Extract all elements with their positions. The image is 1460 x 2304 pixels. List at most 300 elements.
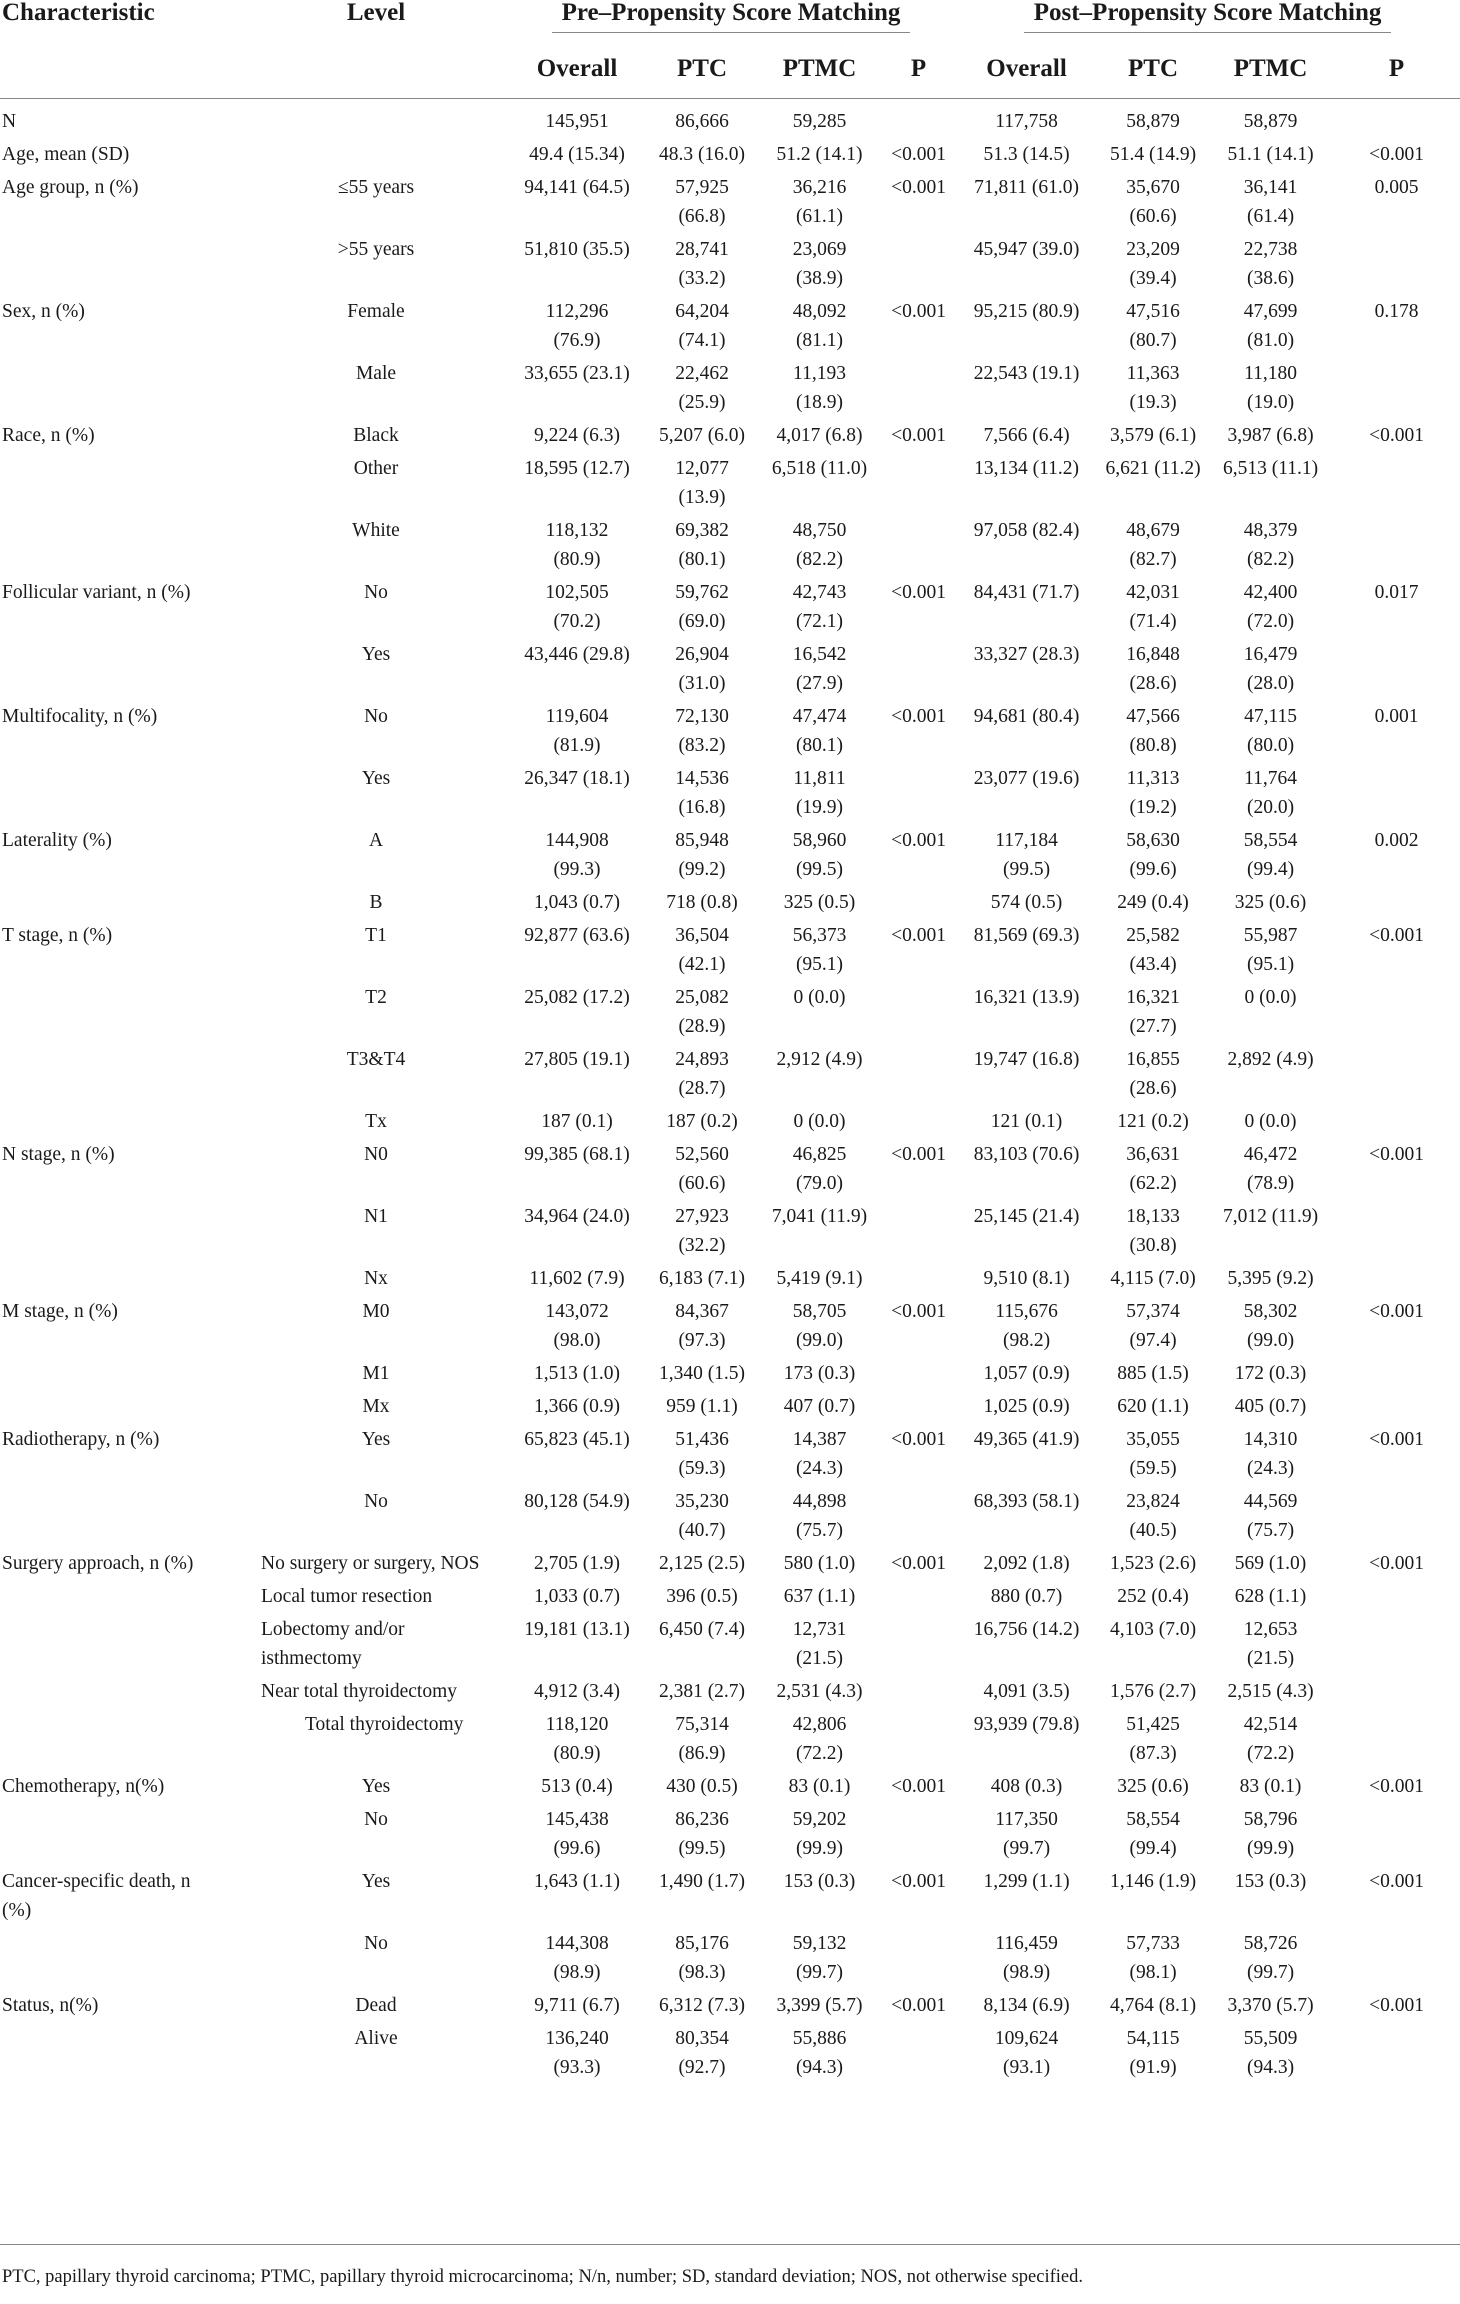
cell-post-ptc: 11,363 (19.3)	[1126, 363, 1180, 413]
row-characteristic	[0, 1801, 245, 1863]
cell-pre-overall: 27,805 (19.1)	[524, 1049, 630, 1070]
cell-post-overall: 109,624 (93.1)	[994, 2028, 1059, 2078]
table-row	[0, 1355, 1460, 1388]
table-row	[0, 99, 1460, 137]
cell-post-p	[1333, 355, 1460, 417]
cell-pre-ptmc: 2,912 (4.9)	[776, 1049, 863, 1070]
cell-post-p	[1333, 1925, 1460, 1987]
row-characteristic: Race, n (%)	[2, 425, 95, 446]
cell-pre-ptc: 51,436 (59.3)	[675, 1429, 729, 1479]
row-characteristic: Age group, n (%)	[2, 177, 139, 198]
cell-post-ptmc: 55,987 (95.1)	[1243, 925, 1298, 975]
cell-post-ptc: 1,146 (1.9)	[1109, 1871, 1197, 1892]
cell-pre-ptmc: 3,399 (5.7)	[776, 1995, 863, 2016]
cell-post-ptmc: 55,509 (94.3)	[1243, 2028, 1298, 2078]
cell-post-ptmc: 6,513 (11.1)	[1222, 458, 1319, 479]
table-row	[0, 1801, 1460, 1863]
cell-post-ptmc: 5,395 (9.2)	[1227, 1268, 1314, 1289]
row-characteristic	[0, 1388, 245, 1421]
row-level: M0	[362, 1301, 390, 1322]
row-characteristic	[0, 1483, 245, 1545]
cell-post-overall: 45,947 (39.0)	[973, 239, 1080, 260]
row-characteristic: Laterality (%)	[2, 830, 112, 851]
table-row	[0, 1198, 1460, 1260]
cell-pre-ptmc: 59,202 (99.9)	[792, 1809, 847, 1859]
cell-pre-ptc: 85,948 (99.2)	[675, 830, 729, 880]
row-characteristic	[0, 231, 245, 293]
cell-pre-ptmc: 42,743 (72.1)	[792, 582, 847, 632]
cell-pre-overall: 2,705 (1.9)	[533, 1553, 621, 1574]
row-level: Yes	[361, 1871, 391, 1892]
cell-pre-ptc: 75,314 (86.9)	[675, 1714, 729, 1764]
cell-pre-ptmc: 16,542 (27.9)	[792, 644, 847, 694]
cell-pre-p	[882, 99, 955, 137]
header-pre-ptc: PTC	[647, 40, 757, 99]
cell-pre-ptmc: 153 (0.3)	[783, 1871, 856, 1892]
cell-pre-overall: 119,604 (81.9)	[545, 706, 609, 756]
cell-post-p	[1333, 1801, 1460, 1863]
row-level: N0	[364, 1144, 388, 1165]
cell-post-p: 0.178	[1374, 301, 1419, 322]
cell-post-ptc: 6,621 (11.2)	[1105, 458, 1201, 479]
cell-pre-ptc: 396 (0.5)	[666, 1586, 738, 1607]
cell-post-ptmc: 48,379 (82.2)	[1243, 520, 1298, 570]
cell-post-p: <0.001	[1369, 1429, 1424, 1450]
header-level: Level	[346, 0, 406, 26]
row-level: Dead	[355, 1995, 397, 2016]
cell-pre-ptmc: 173 (0.3)	[783, 1363, 856, 1384]
cell-pre-ptmc: 2,531 (4.3)	[776, 1681, 863, 1702]
table-row	[0, 417, 1460, 450]
header-pre-ptmc: PTMC	[757, 40, 882, 99]
cell-pre-ptc: 86,236 (99.5)	[675, 1809, 729, 1859]
table-row	[0, 1136, 1460, 1198]
cell-pre-ptmc: 6,518 (11.0)	[771, 458, 868, 479]
table-row	[0, 917, 1460, 979]
header-pre-psm	[507, 0, 955, 40]
table-row	[0, 979, 1460, 1041]
cell-post-ptmc: 3,987 (6.8)	[1227, 425, 1314, 446]
cell-pre-p: <0.001	[891, 1144, 946, 1165]
cell-pre-overall: 1,366 (0.9)	[533, 1396, 621, 1417]
cell-pre-overall: 80,128 (54.9)	[524, 1491, 630, 1512]
cell-pre-ptmc: 56,373 (95.1)	[792, 925, 847, 975]
cell-pre-p: <0.001	[891, 425, 946, 446]
cell-pre-p: <0.001	[891, 830, 946, 851]
row-characteristic: Follicular variant, n (%)	[2, 582, 191, 603]
cell-pre-overall: 4,912 (3.4)	[533, 1681, 621, 1702]
cell-post-ptc: 11,313 (19.2)	[1126, 768, 1180, 818]
row-level: Yes	[361, 1776, 391, 1797]
cell-pre-p	[882, 2020, 955, 2088]
cell-pre-ptc: 6,312 (7.3)	[658, 1995, 746, 2016]
cell-post-ptc: 620 (1.1)	[1117, 1396, 1189, 1417]
row-level: >55 years	[337, 239, 415, 260]
cell-pre-ptc: 5,207 (6.0)	[658, 425, 746, 446]
cell-pre-overall: 1,033 (0.7)	[533, 1586, 621, 1607]
cell-pre-ptmc: 46,825 (79.0)	[792, 1144, 847, 1194]
cell-pre-ptmc: 23,069 (38.9)	[792, 239, 847, 289]
cell-pre-overall: 34,964 (24.0)	[524, 1206, 630, 1227]
table-row	[0, 1925, 1460, 1987]
cell-post-ptc: 4,115 (7.0)	[1110, 1268, 1196, 1289]
cell-pre-p	[882, 1801, 955, 1863]
cell-post-p	[1333, 1483, 1460, 1545]
row-level: Yes	[361, 1429, 391, 1450]
table-row	[0, 822, 1460, 884]
cell-pre-overall: 1,513 (1.0)	[533, 1363, 621, 1384]
cell-pre-ptmc: 55,886 (94.3)	[792, 2028, 847, 2078]
row-level: Black	[353, 425, 399, 446]
row-characteristic	[0, 1260, 245, 1293]
cell-pre-ptc: 64,204 (74.1)	[675, 301, 729, 351]
cell-post-ptc: 48,679 (82.7)	[1126, 520, 1180, 570]
cell-post-ptmc: 58,796 (99.9)	[1243, 1809, 1298, 1859]
cell-pre-p	[882, 1041, 955, 1103]
cell-pre-ptc: 2,125 (2.5)	[658, 1553, 746, 1574]
header-pre-overall: Overall	[507, 40, 647, 99]
cell-post-overall: 115,676 (98.2)	[995, 1301, 1058, 1351]
cell-pre-p	[882, 979, 955, 1041]
table-row	[0, 1483, 1460, 1545]
cell-post-ptmc: 0 (0.0)	[1244, 987, 1297, 1008]
cell-pre-overall: 145,438 (99.6)	[545, 1809, 609, 1859]
cell-post-p: <0.001	[1369, 1871, 1424, 1892]
cell-pre-p	[882, 231, 955, 293]
cell-pre-ptc: 69,382 (80.1)	[675, 520, 729, 570]
cell-pre-ptc: 28,741 (33.2)	[675, 239, 729, 289]
row-level: Female	[347, 301, 405, 322]
cell-post-ptmc: 47,699 (81.0)	[1243, 301, 1298, 351]
cell-pre-ptc: 1,340 (1.5)	[658, 1363, 746, 1384]
cell-pre-p: <0.001	[891, 582, 946, 603]
cell-post-ptmc: 0 (0.0)	[1244, 1111, 1297, 1132]
cell-pre-ptc: 1,490 (1.7)	[658, 1871, 746, 1892]
cell-post-p: 0.001	[1374, 706, 1419, 727]
cell-pre-overall: 144,908 (99.3)	[545, 830, 609, 880]
cell-post-p: <0.001	[1369, 425, 1424, 446]
cell-post-ptmc: 83 (0.1)	[1239, 1776, 1302, 1797]
row-level: No	[364, 582, 388, 603]
cell-post-p: <0.001	[1369, 1301, 1424, 1322]
cell-pre-ptc: 35,230 (40.7)	[675, 1491, 729, 1541]
cell-post-ptmc: 42,514 (72.2)	[1243, 1714, 1298, 1764]
cell-pre-overall: 102,505 (70.2)	[545, 582, 609, 632]
cell-post-ptc: 16,855 (28.6)	[1126, 1049, 1180, 1099]
cell-post-ptmc: 58,726 (99.7)	[1243, 1933, 1298, 1983]
cell-pre-ptc: 85,176 (98.3)	[675, 1933, 729, 1983]
cell-pre-ptmc: 36,216 (61.1)	[792, 177, 847, 227]
cell-post-overall: 94,681 (80.4)	[973, 706, 1080, 727]
cell-post-ptc: 54,115 (91.9)	[1126, 2028, 1180, 2078]
cell-pre-overall: 65,823 (45.1)	[524, 1429, 630, 1450]
cell-pre-ptmc: 48,750 (82.2)	[792, 520, 847, 570]
row-characteristic	[0, 636, 245, 698]
cell-post-p	[1333, 450, 1460, 512]
row-characteristic: Status, n(%)	[2, 1995, 99, 2016]
row-level: Other	[353, 458, 399, 479]
cell-post-overall: 574 (0.5)	[990, 892, 1063, 913]
table-row	[0, 293, 1460, 355]
cell-pre-ptc: 14,536 (16.8)	[675, 768, 729, 818]
cell-post-overall: 117,758	[995, 111, 1058, 132]
table-row	[0, 1103, 1460, 1136]
table-row	[0, 1388, 1460, 1421]
cell-post-p	[1333, 2020, 1460, 2088]
cell-pre-ptmc: 83 (0.1)	[788, 1776, 851, 1797]
cell-pre-overall: 49.4 (15.34)	[529, 144, 625, 165]
cell-post-ptc: 16,848 (28.6)	[1126, 644, 1180, 694]
table-row	[0, 574, 1460, 636]
row-characteristic	[0, 979, 245, 1041]
header-blank	[0, 40, 245, 99]
row-level: No	[364, 1933, 388, 1954]
cell-pre-ptc: 12,077 (13.9)	[675, 458, 729, 508]
row-level: B	[369, 892, 383, 913]
cell-pre-ptc: 26,904 (31.0)	[675, 644, 729, 694]
header-post-p: P	[1333, 40, 1460, 99]
cell-pre-p: <0.001	[891, 1429, 946, 1450]
row-characteristic	[0, 1041, 245, 1103]
header-post-ptc: PTC	[1098, 40, 1208, 99]
cell-pre-overall: 187 (0.1)	[541, 1111, 613, 1132]
cell-post-p	[1333, 1260, 1460, 1293]
cell-post-overall: 7,566 (6.4)	[983, 425, 1070, 446]
cell-pre-p	[882, 355, 955, 417]
cell-pre-overall: 26,347 (18.1)	[524, 768, 630, 789]
cell-post-overall: 84,431 (71.7)	[973, 582, 1080, 603]
table-row	[0, 136, 1460, 169]
cell-post-ptmc: 628 (1.1)	[1234, 1586, 1307, 1607]
cell-pre-ptc: 72,130 (83.2)	[675, 706, 729, 756]
row-level: Total thyroidectomy	[305, 1714, 464, 1735]
cell-post-ptmc: 2,892 (4.9)	[1227, 1049, 1314, 1070]
row-characteristic: N	[2, 111, 17, 132]
table-row	[0, 1706, 1460, 1768]
cell-pre-ptc: 25,082 (28.9)	[675, 987, 729, 1037]
cell-pre-ptmc: 58,960 (99.5)	[792, 830, 847, 880]
cell-pre-ptmc: 14,387 (24.3)	[792, 1429, 847, 1479]
cell-post-ptc: 249 (0.4)	[1117, 892, 1189, 913]
cell-pre-ptc: 80,354 (92.7)	[675, 2028, 729, 2078]
cell-post-ptmc: 7,012 (11.9)	[1222, 1206, 1319, 1227]
row-level: N1	[364, 1206, 388, 1227]
header-post-psm-label: Post–Propensity Score Matching	[1024, 0, 1392, 33]
cell-pre-p: <0.001	[891, 1776, 946, 1797]
table-row	[0, 1863, 1460, 1925]
cell-pre-p	[882, 1103, 955, 1136]
table-row	[0, 2020, 1460, 2088]
row-characteristic	[0, 1355, 245, 1388]
cell-post-p: <0.001	[1369, 1144, 1424, 1165]
row-characteristic	[0, 1198, 245, 1260]
row-characteristic: N stage, n (%)	[2, 1144, 115, 1165]
cell-pre-ptmc: 325 (0.5)	[783, 892, 856, 913]
row-level: T2	[365, 987, 387, 1008]
cell-post-p: <0.001	[1369, 1553, 1424, 1574]
cell-post-p	[1333, 512, 1460, 574]
row-level: No	[364, 706, 388, 727]
cell-pre-ptmc: 59,285	[792, 111, 847, 132]
cell-pre-p: <0.001	[891, 1995, 946, 2016]
header-pre-p: P	[882, 40, 955, 99]
cell-post-ptc: 36,631 (62.2)	[1126, 1144, 1180, 1194]
table-row	[0, 1578, 1460, 1611]
cell-pre-ptmc: 48,092 (81.1)	[792, 301, 847, 351]
cell-pre-p	[882, 1925, 955, 1987]
cell-post-overall: 117,350 (99.7)	[995, 1809, 1058, 1859]
cell-pre-ptmc: 637 (1.1)	[783, 1586, 856, 1607]
cell-pre-overall: 112,296 (76.9)	[545, 301, 609, 351]
row-level: Nx	[364, 1268, 388, 1289]
row-level: Male	[355, 363, 397, 384]
cell-post-ptc: 58,630 (99.6)	[1126, 830, 1180, 880]
table-row	[0, 1768, 1460, 1801]
cell-pre-ptc: 24,893 (28.7)	[675, 1049, 729, 1099]
row-level: A	[368, 830, 384, 851]
cell-pre-overall: 25,082 (17.2)	[524, 987, 630, 1008]
cell-pre-ptmc: 4,017 (6.8)	[776, 425, 863, 446]
cell-post-ptmc: 58,554 (99.4)	[1243, 830, 1298, 880]
cell-pre-ptc: 48.3 (16.0)	[658, 144, 746, 165]
cell-pre-ptmc: 580 (1.0)	[783, 1553, 856, 1574]
cell-pre-p	[882, 884, 955, 917]
cell-pre-ptmc: 11,811 (19.9)	[793, 768, 846, 818]
row-level: ≤55 years	[337, 177, 415, 198]
row-characteristic	[0, 512, 245, 574]
cell-post-ptmc: 11,180 (19.0)	[1244, 363, 1297, 413]
table-row	[0, 760, 1460, 822]
table-row	[0, 169, 1460, 231]
cell-post-p: 0.005	[1374, 177, 1419, 198]
table-row	[0, 698, 1460, 760]
cell-pre-p	[882, 636, 955, 698]
cell-pre-overall: 118,132 (80.9)	[545, 520, 609, 570]
cell-post-ptmc: 46,472 (78.9)	[1243, 1144, 1298, 1194]
cell-pre-p	[882, 1198, 955, 1260]
cell-post-overall: 16,756 (14.2)	[973, 1619, 1080, 1640]
cell-post-ptc: 35,055 (59.5)	[1126, 1429, 1180, 1479]
row-characteristic	[0, 1103, 245, 1136]
cell-pre-ptmc: 407 (0.7)	[783, 1396, 856, 1417]
cell-post-p	[1333, 231, 1460, 293]
row-characteristic	[0, 1611, 245, 1673]
table-body	[0, 99, 1460, 2089]
cell-post-ptmc: 153 (0.3)	[1234, 1871, 1307, 1892]
table-row	[0, 512, 1460, 574]
cell-post-overall: 19,747 (16.8)	[973, 1049, 1080, 1070]
cell-post-p: <0.001	[1369, 1995, 1424, 2016]
cell-pre-overall: 11,602 (7.9)	[529, 1268, 625, 1289]
cell-pre-overall: 99,385 (68.1)	[524, 1144, 630, 1165]
header-pre-psm-label: Pre–Propensity Score Matching	[552, 0, 911, 33]
cell-pre-p	[882, 1388, 955, 1421]
cell-post-p	[1333, 1041, 1460, 1103]
cell-pre-p: <0.001	[891, 177, 946, 198]
cell-post-overall: 1,299 (1.1)	[983, 1871, 1070, 1892]
cell-post-ptc: 42,031 (71.4)	[1126, 582, 1180, 632]
cell-post-p	[1333, 1103, 1460, 1136]
cell-post-overall: 116,459 (98.9)	[995, 1933, 1058, 1983]
cell-post-overall: 25,145 (21.4)	[973, 1206, 1080, 1227]
cell-pre-p	[882, 1578, 955, 1611]
cell-pre-overall: 145,951	[545, 111, 609, 132]
cell-pre-ptmc: 12,731 (21.5)	[792, 1619, 847, 1669]
cell-pre-p: <0.001	[891, 1553, 946, 1574]
cell-pre-p	[882, 760, 955, 822]
cell-pre-overall: 143,072 (98.0)	[545, 1301, 609, 1351]
cell-post-overall: 33,327 (28.3)	[973, 644, 1080, 665]
cell-pre-overall: 136,240 (93.3)	[545, 2028, 609, 2078]
row-characteristic	[0, 450, 245, 512]
row-level: Mx	[362, 1396, 390, 1417]
cell-pre-ptc: 36,504 (42.1)	[675, 925, 729, 975]
cell-post-ptc: 58,879	[1126, 111, 1180, 132]
row-level: Lobectomy and/or isthmectomy	[261, 1619, 405, 1669]
cell-pre-ptmc: 42,806 (72.2)	[792, 1714, 847, 1764]
cell-post-overall: 1,057 (0.9)	[983, 1363, 1070, 1384]
row-characteristic: Age, mean (SD)	[2, 144, 130, 165]
cell-pre-p	[882, 512, 955, 574]
row-level: White	[352, 520, 400, 541]
cell-pre-ptmc: 44,898 (75.7)	[792, 1491, 847, 1541]
cell-post-ptc: 18,133 (30.8)	[1126, 1206, 1180, 1256]
cell-post-ptc: 4,103 (7.0)	[1109, 1619, 1197, 1640]
table-row	[0, 1421, 1460, 1483]
cell-post-overall: 2,092 (1.8)	[983, 1553, 1070, 1574]
cell-pre-p: <0.001	[891, 144, 946, 165]
cell-pre-p	[882, 1611, 955, 1673]
table-row	[0, 355, 1460, 417]
cell-pre-ptc: 52,560 (60.6)	[675, 1144, 729, 1194]
cell-post-ptmc: 172 (0.3)	[1234, 1363, 1307, 1384]
cell-pre-ptmc: 0 (0.0)	[793, 987, 846, 1008]
row-characteristic: Cancer-specific death, n (%)	[2, 1871, 191, 1921]
cell-pre-ptmc: 5,419 (9.1)	[776, 1268, 863, 1289]
cell-post-overall: 121 (0.1)	[990, 1111, 1063, 1132]
cell-post-p	[1333, 1388, 1460, 1421]
cell-post-ptmc: 405 (0.7)	[1234, 1396, 1307, 1417]
row-level: No	[364, 1809, 388, 1830]
cell-pre-ptc: 84,367 (97.3)	[675, 1301, 729, 1351]
cell-pre-ptmc: 0 (0.0)	[793, 1111, 846, 1132]
cell-post-p	[1333, 1578, 1460, 1611]
cell-post-overall: 23,077 (19.6)	[973, 768, 1080, 789]
cell-post-ptmc: 51.1 (14.1)	[1227, 144, 1314, 165]
cell-post-overall: 8,134 (6.9)	[983, 1995, 1070, 2016]
cell-post-p	[1333, 1611, 1460, 1673]
header-post-overall: Overall	[955, 40, 1098, 99]
cell-pre-overall: 9,224 (6.3)	[533, 425, 621, 446]
cell-post-overall: 16,321 (13.9)	[973, 987, 1080, 1008]
header-post-psm	[955, 0, 1460, 40]
cell-post-ptmc: 12,653 (21.5)	[1243, 1619, 1298, 1669]
cell-post-ptc: 23,209 (39.4)	[1126, 239, 1180, 289]
table-row	[0, 1611, 1460, 1673]
row-characteristic: Surgery approach, n (%)	[2, 1553, 194, 1574]
cell-post-overall: 71,811 (61.0)	[974, 177, 1079, 198]
cell-post-ptc: 51.4 (14.9)	[1109, 144, 1197, 165]
cell-post-p	[1333, 1673, 1460, 1706]
cell-post-ptc: 47,566 (80.8)	[1126, 706, 1180, 756]
cell-post-ptmc: 11,764 (20.0)	[1244, 768, 1297, 818]
cell-pre-p	[882, 1706, 955, 1768]
header-post-ptmc: PTMC	[1208, 40, 1333, 99]
cell-pre-overall: 9,711 (6.7)	[534, 1995, 620, 2016]
table-row	[0, 636, 1460, 698]
row-level: M1	[362, 1363, 390, 1384]
row-level: Local tumor resection	[261, 1586, 433, 1607]
